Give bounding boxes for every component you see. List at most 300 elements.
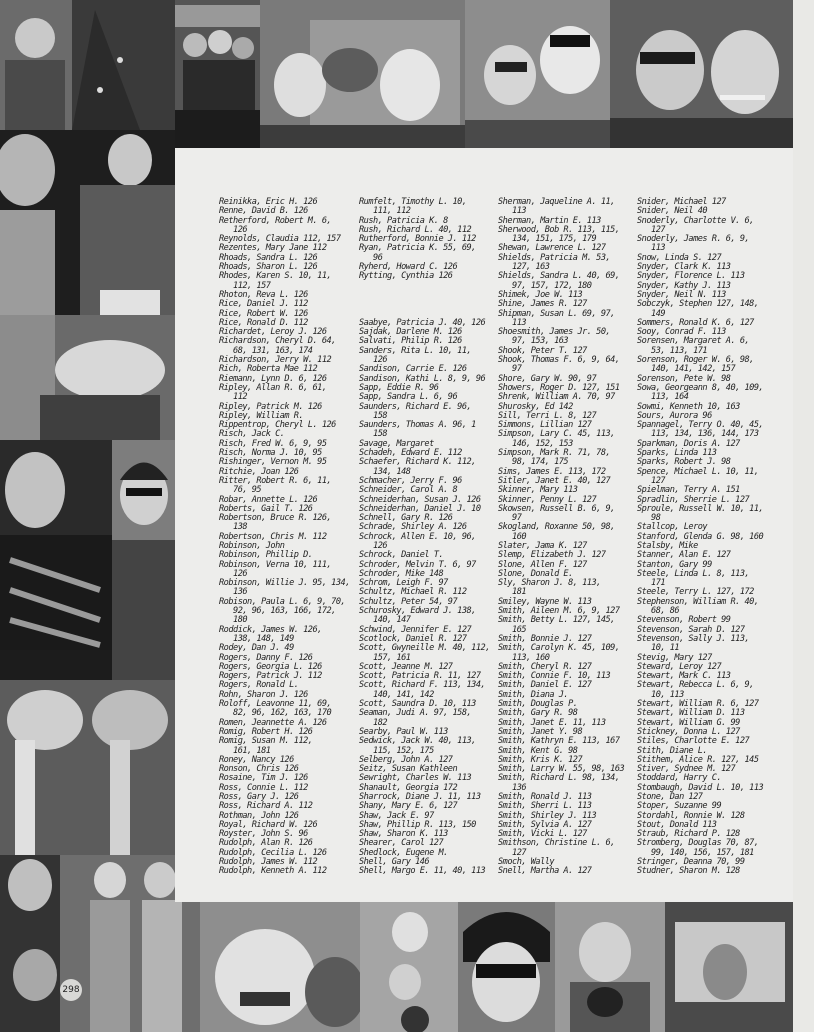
index-entry: Robertson, Bruce R. 126, xyxy=(219,513,332,524)
index-entry: Romig, Susan M. 112, xyxy=(219,736,313,747)
index-entry: Rohn, Sharon J. 126 xyxy=(219,689,308,700)
index-entry: Stallcop, Leroy xyxy=(637,522,708,533)
index-entry: Roney, Nancy 126 xyxy=(219,754,294,765)
index-entry: Saunders, Thomas A. 96, 1 xyxy=(359,420,476,431)
photo-bottom-cat xyxy=(555,902,665,1032)
index-entry: 126 xyxy=(359,355,388,366)
index-entry: Smith, Kathryn E. 113, 167 xyxy=(498,736,620,747)
index-entry: Schroder, Mike 148 xyxy=(359,568,444,579)
photo-bottom-glasses xyxy=(458,902,555,1032)
index-entry: Shine, James R. 127 xyxy=(498,299,587,310)
photo-bottom-portraits xyxy=(360,902,458,1032)
index-entry: Salvati, Philip R. 126 xyxy=(359,336,462,347)
index-entry: Stalsby, Mike xyxy=(637,540,698,551)
photo-left-girl xyxy=(112,440,175,680)
index-entry: Robinson, Verna 10, 111, xyxy=(219,559,332,570)
index-entry: Ross, Connie L. 112 xyxy=(219,782,308,793)
index-entry: Stickney, Donna L. 127 xyxy=(637,726,740,737)
index-entry: Snider, Michael 127 xyxy=(637,197,726,207)
index-entry: Shany, Mary E. 6, 127 xyxy=(359,801,458,812)
index-entry: Rumfelt, Timothy L. 10, xyxy=(359,197,467,207)
photo-bottom-laughing xyxy=(200,902,360,1032)
index-entry: Snider, Neil 40 xyxy=(637,206,708,217)
index-entry: Skowsen, Russell B. 6, 9, xyxy=(498,503,615,514)
index-entry: Smith, Janet E. 11, 113 xyxy=(498,717,606,728)
index-entry: Stithem, Alice R. 127, 145 xyxy=(637,754,759,765)
index-column-2 xyxy=(359,198,490,877)
index-entry: Stiles, Charlotte E. 127 xyxy=(637,736,750,747)
index-entry: Robison, Paula L. 6, 9, 70, xyxy=(219,596,346,607)
index-entry: Stombaugh, David L. 10, 113 xyxy=(637,782,764,793)
index-entry: 76, 95 xyxy=(219,485,262,496)
index-entry: Robinson, Phillip D. xyxy=(219,550,313,561)
index-entry: Sparks, Linda 113 xyxy=(637,448,717,459)
index-entry: Stordahl, Ronnie W. 128 xyxy=(637,810,745,821)
index-entry: Snoderly, James R. 6, 9, xyxy=(637,234,750,245)
index-entry: Smithson, Christine L. 6, xyxy=(498,838,615,849)
index-entry: Sitler, Janet E. 40, 127 xyxy=(498,475,611,486)
index-entry: 82, 96, 162, 163, 170 xyxy=(219,708,332,719)
index-entry: 138, 148, 149 xyxy=(219,633,294,644)
index-entry: Shrenk, William A. 70, 97 xyxy=(498,392,615,403)
index-entry: 136 xyxy=(219,587,248,598)
index-entry: Sowmi, Kenneth 10, 163 xyxy=(637,401,740,412)
index-entry: Rishinger, Vernon M. 95 xyxy=(219,457,327,468)
index-entry: Showers, Roger D. 127, 151 xyxy=(498,382,620,393)
index-entry: Sobczyk, Stephen 127, 148, xyxy=(637,299,759,310)
index-entry: Smith, Daniel E. 127 xyxy=(498,680,592,691)
index-entry: Rytting, Cynthia 126 xyxy=(359,271,453,282)
index-entry: Stewart, Mark C. 113 xyxy=(637,671,731,682)
index-entry: 97, 157, 172, 180 xyxy=(498,280,592,291)
index-entry: 134, 151, 175, 179 xyxy=(498,234,597,245)
index-entry: Snow, Linda S. 127 xyxy=(637,252,722,263)
index-entry: Smith, Janet Y. 98 xyxy=(498,726,583,737)
index-entry: Shook, Thomas F. 6, 9, 64, xyxy=(498,355,620,366)
index-entry: Shedlock, Eugene M. xyxy=(359,847,448,858)
index-entry: 140, 147 xyxy=(359,615,411,626)
index-entry: Robertson, Chris M. 112 xyxy=(219,531,327,542)
index-entry: Romen, Jeannette A. 126 xyxy=(219,717,327,728)
index-entry: Skinner, Mary 113 xyxy=(498,485,578,496)
index-entry: Sewright, Charles W. 113 xyxy=(359,773,472,784)
index-entry: Robinson, Willie J. 95, 134, xyxy=(219,578,350,589)
photo-bottom-left xyxy=(0,855,60,1032)
index-entry: Rice, Robert W. 126 xyxy=(219,308,308,319)
index-entry: Slone, Donald E. xyxy=(498,568,573,579)
index-entry: Smith, Carolyn K. 45, 109, xyxy=(498,643,620,654)
index-entry: 165 xyxy=(498,624,527,635)
index-entry: Smith, Douglas P. xyxy=(498,699,578,710)
index-entry: Riemann, Lynn D. 6, 126 xyxy=(219,373,327,384)
index-entry: Shewan, Lawrence L. 127 xyxy=(498,243,606,254)
index-entry: Ritchie, Joan 126 xyxy=(219,466,299,477)
photo-left-sitting xyxy=(0,315,175,440)
index-entry: 68, 131, 163, 174 xyxy=(219,345,313,356)
index-entry: 112 xyxy=(219,392,248,403)
index-entry: Sorenson, Pete W. 98 xyxy=(637,373,731,384)
index-entry: 112, 157 xyxy=(219,280,271,291)
index-entry: Scott, Saundra D. 10, 113 xyxy=(359,699,476,710)
index-entry: 157, 161 xyxy=(359,652,411,663)
index-entry: Scott, Patricia R. 11, 127 xyxy=(359,671,481,682)
index-entry: Shaw, Jack E. 97 xyxy=(359,810,434,821)
index-entry: 126 xyxy=(219,568,248,579)
index-entry: Sherman, Jaqueline A. 11, xyxy=(498,197,615,207)
photo-left-couple xyxy=(0,130,175,315)
index-entry: Sims, James E. 113, 172 xyxy=(498,466,606,477)
index-entry: Shell, Gary 146 xyxy=(359,857,430,868)
index-entry: Scott, Jeanne M. 127 xyxy=(359,661,453,672)
index-entry: Steward, Leroy 127 xyxy=(637,661,722,672)
index-entry: Slater, Jama K. 127 xyxy=(498,540,587,551)
index-entry: Royster, John S. 96 xyxy=(219,829,308,840)
index-column-3 xyxy=(498,198,624,877)
index-entry: Sapp, Eddie R. 96 xyxy=(359,382,439,393)
page-edge xyxy=(793,0,814,1032)
index-entry: Ross, Gary J. 126 xyxy=(219,792,299,802)
index-entry: Shields, Sandra L. 40, 69, xyxy=(498,271,620,282)
index-entry: Searby, Paul W. 113 xyxy=(359,726,448,737)
index-entry: Schultz, Peter 54, 97 xyxy=(359,596,458,607)
index-entry: Sharrock, Diane J. 11, 113 xyxy=(359,792,481,802)
index-entry: Stewart, William G. 99 xyxy=(637,717,740,728)
index-entry: Ripley, William R. xyxy=(219,410,304,421)
index-entry: Stanford, Glenda G. 98, 160 xyxy=(637,531,764,542)
index-entry: Rutherford, Bonnie J. 112 xyxy=(359,234,476,245)
index-entry: 158 xyxy=(359,429,388,440)
index-entry: Risch, Jack C. xyxy=(219,429,285,440)
name-index-panel xyxy=(175,148,793,902)
photo-left-boy-sweater xyxy=(0,440,112,650)
index-entry: Simmons, Lillian 127 xyxy=(498,420,592,431)
index-entry: Richardson, Cheryl D. 64, xyxy=(219,336,336,347)
index-entry: Schwind, Jennifer E. 127 xyxy=(359,624,472,635)
index-entry: 10, 11 xyxy=(637,643,680,654)
index-entry: Sajdak, Darlene M. 126 xyxy=(359,327,462,338)
index-entry: 134, 148 xyxy=(359,466,411,477)
index-entry: Rodey, Dan J. 49 xyxy=(219,643,294,654)
index-entry: 149 xyxy=(637,308,666,319)
index-entry: Schultz, Michael R. 112 xyxy=(359,587,467,598)
index-entry: Saabye, Patricia J. 40, 126 xyxy=(359,317,486,328)
index-entry: Simpson, Mark R. 71, 78, xyxy=(498,448,611,459)
index-entry: 126 xyxy=(359,540,388,551)
index-entry: 97 xyxy=(498,364,522,375)
index-entry: Shields, Patricia M. 53, xyxy=(498,252,611,263)
index-entry: 68, 86 xyxy=(637,606,680,617)
index-entry: Savage, Margaret xyxy=(359,438,434,449)
index-entry: 160 xyxy=(498,531,527,542)
index-entry: 181 xyxy=(498,587,527,598)
index-entry: 127 xyxy=(498,847,527,858)
index-entry: Schneider, Carol A. 8 xyxy=(359,485,458,496)
index-entry: Rush, Patricia K. 8 xyxy=(359,215,448,226)
index-entry: Ross, Richard A. 112 xyxy=(219,801,313,812)
index-entry: Sowa, Georgeann 8, 40, 109, xyxy=(637,382,764,393)
index-entry: Steele, Linda L. 8, 113, xyxy=(637,568,750,579)
index-entry: Snyder, Kathy J. 113 xyxy=(637,280,731,291)
index-entry: Smith, Cheryl R. 127 xyxy=(498,661,592,672)
index-entry: 98 xyxy=(637,513,661,524)
index-entry: Shoesmith, James Jr. 50, xyxy=(498,327,611,338)
index-entry: Stevenson, Sally J. 113, xyxy=(637,633,750,644)
index-entry: Snoderly, Charlotte V. 6, xyxy=(637,215,754,226)
index-entry: Shook, Peter T. 127 xyxy=(498,345,587,356)
index-entry: 111, 112 xyxy=(359,206,411,217)
index-entry: Renne, David B. 126 xyxy=(219,206,308,217)
index-entry: Steele, Terry L. 127, 172 xyxy=(637,587,754,598)
index-entry: Ripley, Allan R. 6, 61, xyxy=(219,382,327,393)
index-column-4 xyxy=(637,198,763,877)
index-entry: Spradlin, Sherrie L. 127 xyxy=(637,494,750,505)
index-entry: 97 xyxy=(498,513,522,524)
index-entry: Smith, Gary R. 98 xyxy=(498,708,578,719)
index-entry: Stewart, William D. 113 xyxy=(637,708,745,719)
index-entry: Sill, Terri L. 8, 127 xyxy=(498,410,597,421)
index-entry: Seitz, Susan Kathleen xyxy=(359,764,458,775)
index-entry: 97, 153, 163 xyxy=(498,336,569,347)
index-entry: Simpson, Lary C. 45, 113, xyxy=(498,429,615,440)
index-entry: Rudolph, James W. 112 xyxy=(219,857,318,868)
index-entry: Stone, Dan 127 xyxy=(637,792,703,802)
index-entry: 171 xyxy=(637,578,666,589)
index-entry: Sedwick, Jack W. 40, 113, xyxy=(359,736,476,747)
index-entry: Stanner, Alan E. 127 xyxy=(637,550,731,561)
index-entry: 115, 152, 175 xyxy=(359,745,434,756)
index-entry: 138 xyxy=(219,522,248,533)
index-entry: Shaw, Phillip R. 113, 150 xyxy=(359,819,476,830)
index-entry: Scott, Richard F. 113, 134, xyxy=(359,680,486,691)
index-entry: Schrade, Shirley A. 126 xyxy=(359,522,467,533)
index-entry: 140, 141, 142 xyxy=(359,689,434,700)
index-entry: Schneiderhan, Daniel J. 10 xyxy=(359,503,481,514)
index-entry: Smith, Richard L. 98, 134, xyxy=(498,773,620,784)
index-entry: 53, 113, 171 xyxy=(637,345,708,356)
index-entry: Stevenson, Robert 99 xyxy=(637,615,731,626)
index-entry: 113 xyxy=(498,206,527,217)
index-entry: Spannagel, Terry O. 40, 45, xyxy=(637,420,764,431)
index-entry: Robar, Annette L. 126 xyxy=(219,494,318,505)
index-entry: Rudolph, Alan R. 126 xyxy=(219,838,313,849)
index-entry: Stanton, Gary 99 xyxy=(637,559,712,570)
index-entry: Smith, Kris K. 127 xyxy=(498,754,583,765)
index-column-1 xyxy=(219,198,350,877)
index-entry: Shimek, Joe W. 113 xyxy=(498,289,583,300)
index-entry: Straub, Richard P. 128 xyxy=(637,829,740,840)
index-entry: Sherwood, Bob R. 113, 115, xyxy=(498,224,620,235)
index-entry: 92, 96, 163, 166, 172, xyxy=(219,606,336,617)
index-entry: Sly, Sharon J. 8, 113, xyxy=(498,578,601,589)
photo-top-left xyxy=(0,0,175,130)
photo-top-boys xyxy=(610,0,793,148)
index-entry: 113, 134, 136, 144, 173 xyxy=(637,429,759,440)
page-number: 298 xyxy=(60,979,82,1001)
index-entry: Sandison, Carrie E. 126 xyxy=(359,364,467,375)
index-entry: Sproule, Russell W. 10, 11, xyxy=(637,503,764,514)
index-entry: Ritter, Robert R. 6, 11, xyxy=(219,475,332,486)
index-entry: Roberts, Gail T. 126 xyxy=(219,503,313,514)
index-entry: Stevenson, Sarah D. 127 xyxy=(637,624,745,635)
index-entry: Snyder, Clark K. 113 xyxy=(637,262,731,273)
index-entry: Rudolph, Cecilia L. 126 xyxy=(219,847,327,858)
index-entry: 136 xyxy=(498,782,527,793)
index-entry: Stoper, Suzanne 99 xyxy=(637,801,722,812)
index-entry: Stith, Diane L. xyxy=(637,745,708,756)
index-entry: Ryherd, Howard C. 126 xyxy=(359,262,458,273)
index-entry: Slemp, Elizabeth J. 127 xyxy=(498,550,606,561)
index-entry: 140, 141, 142, 157 xyxy=(637,364,736,375)
photo-bottom-car xyxy=(665,902,793,1032)
index-entry: Richardson, Jerry W. 112 xyxy=(219,355,332,366)
index-entry: Richardet, Leroy J. 126 xyxy=(219,327,327,338)
index-entry: 180 xyxy=(219,615,248,626)
index-entry: Roloff, Leavonne 11, 69, xyxy=(219,699,332,710)
index-entry: 113 xyxy=(498,317,527,328)
index-entry: Slone, Allen F. 127 xyxy=(498,559,587,570)
index-entry: Schrom, Leigh F. 97 xyxy=(359,578,448,589)
index-entry: 99, 140, 156, 157, 181 xyxy=(637,847,754,858)
index-entry xyxy=(359,300,490,309)
index-entry: Spielman, Terry A. 151 xyxy=(637,485,740,496)
index-entry: Smith, Betty L. 127, 145, xyxy=(498,615,615,626)
index-entry: Schrock, Allen E. 10, 96, xyxy=(359,531,476,542)
index-entry: Studner, Sharon M. 128 xyxy=(637,866,740,877)
index-entry: Schadeh, Edward E. 112 xyxy=(359,448,462,459)
index-entry: Rich, Roberta Mae 112 xyxy=(219,364,318,375)
index-entry: Sandison, Kathi L. 8, 9, 96 xyxy=(359,373,486,384)
index-entry: Ronson, Chris 126 xyxy=(219,764,299,775)
index-entry: Schroder, Melvin T. 6, 97 xyxy=(359,559,476,570)
index-entry: Shell, Margo E. 11, 40, 113 xyxy=(359,866,486,877)
index-entry: Sorensen, Margaret A. 6, xyxy=(637,336,750,347)
index-entry: Rogers, Ronald L. xyxy=(219,680,299,691)
index-entry: Shore, Gary W. 90, 97 xyxy=(498,373,597,384)
index-entry: Sparks, Robert J. 98 xyxy=(637,457,731,468)
photo-top-sunglasses xyxy=(465,0,610,148)
index-entry: Ripley, Patrick M. 126 xyxy=(219,401,322,412)
index-entry: Spence, Michael L. 10, 11, xyxy=(637,466,759,477)
index-entry: 182 xyxy=(359,717,388,728)
index-entry: Rogers, Patrick J. 112 xyxy=(219,671,322,682)
index-entry: Rogers, Georgia L. 126 xyxy=(219,661,322,672)
index-entry xyxy=(359,291,490,300)
index-entry: Stewart, William R. 6, 127 xyxy=(637,699,759,710)
index-entry: Rosaine, Tim J. 126 xyxy=(219,773,308,784)
index-entry xyxy=(359,282,490,291)
index-entry: Snyder, Neil N. 113 xyxy=(637,289,726,300)
index-entry: 113, 164 xyxy=(637,392,689,403)
index-entry: Shearer, Carol 127 xyxy=(359,838,444,849)
index-entry: Shaw, Sharon K. 113 xyxy=(359,829,448,840)
index-entry: Smith, Vicki L. 127 xyxy=(498,829,587,840)
index-entry: Schaefer, Richard K. 112, xyxy=(359,457,476,468)
index-entry: Risch, Norma J. 10, 95 xyxy=(219,448,322,459)
photo-top-group xyxy=(175,0,260,110)
index-entry: Roddick, James W. 126, xyxy=(219,624,322,635)
index-entry: Stiver, Sydnee M. 127 xyxy=(637,764,736,775)
index-entry: Snell, Martha A. 127 xyxy=(498,866,592,877)
index-entry: Shurosky, Ed 142 xyxy=(498,401,573,412)
index-entry: 158 xyxy=(359,410,388,421)
index-entry: Schrock, Daniel T. xyxy=(359,550,444,561)
index-entry: Shipman, Susan L. 69, 97, xyxy=(498,308,615,319)
index-entry: 98, 174, 175 xyxy=(498,457,569,468)
index-entry: Smith, Sylvia A. 127 xyxy=(498,819,592,830)
index-entry: Stevig, Mary 127 xyxy=(637,652,712,663)
index-entry: Reynolds, Claudia 112, 157 xyxy=(219,234,341,245)
index-entry: 113 xyxy=(637,243,666,254)
index-entry: Stephenson, William R. 40, xyxy=(637,596,759,607)
index-entry: Rice, Daniel J. 112 xyxy=(219,299,308,310)
index-entry: Rothman, John 126 xyxy=(219,810,299,821)
index-entry: Stoddard, Harry C. xyxy=(637,773,722,784)
index-entry: Rhodes, Karen S. 10, 11, xyxy=(219,271,332,282)
index-entry: Smith, Sherri L. 113 xyxy=(498,801,592,812)
index-entry: Rogers, Danny F. 126 xyxy=(219,652,313,663)
index-entry: Smith, Shirley J. 113 xyxy=(498,810,597,821)
index-entry: 127 xyxy=(637,475,666,486)
index-entry: Smith, Aileen M. 6, 9, 127 xyxy=(498,606,620,617)
index-entry: Rhoton, Reva L. 126 xyxy=(219,289,308,300)
index-entry: 161, 181 xyxy=(219,745,271,756)
index-entry: Scott, Gwyneille M. 40, 112, xyxy=(359,643,490,654)
index-entry: Rippentrop, Cheryl L. 126 xyxy=(219,420,336,431)
index-entry: Retherford, Robert M. 6, xyxy=(219,215,332,226)
index-entry: Smiley, Wayne W. 113 xyxy=(498,596,592,607)
photo-left-bending xyxy=(0,680,175,855)
index-entry: Sorenson, Roger W. 6, 98, xyxy=(637,355,754,366)
index-entry: Seaman, Judi A. 97, 158, xyxy=(359,708,472,719)
index-entry: Sours, Aurora 96 xyxy=(637,410,712,421)
index-entry: Stringer, Deanna 70, 99 xyxy=(637,857,745,868)
index-entry: 146, 152, 153 xyxy=(498,438,573,449)
index-entry: Smith, Kent G. 98 xyxy=(498,745,578,756)
index-entry: Stewart, Rebecca L. 6, 9, xyxy=(637,680,754,691)
index-entry: Sherman, Martin E. 113 xyxy=(498,215,601,226)
index-entry: Royal, Richard W. 126 xyxy=(219,819,318,830)
index-entry: Smith, Larry W. 55, 98, 163 xyxy=(498,764,625,775)
index-entry: Schurosky, Edward J. 138, xyxy=(359,606,476,617)
index-entry: 126 xyxy=(219,224,248,235)
index-entry: Schneiderhan, Susan J. 126 xyxy=(359,494,481,505)
index-entry: Rice, Ronald D. 112 xyxy=(219,317,308,328)
index-entry: Skinner, Penny L. 127 xyxy=(498,494,597,505)
index-entry: Sapp, Sandra L. 6, 96 xyxy=(359,392,458,403)
index-entry: Stromberg, Douglas 70, 87, xyxy=(637,838,759,849)
photo-top-girls xyxy=(260,0,465,148)
index-entry: 113, 160 xyxy=(498,652,550,663)
index-entry: Reinikka, Eric H. 126 xyxy=(219,197,318,207)
index-entry: Ryan, Patricia K. 55, 69, xyxy=(359,243,476,254)
index-entry: Robinson, John xyxy=(219,540,285,551)
index-entry: Rhoads, Sandra L. 126 xyxy=(219,252,318,263)
index-entry: Saunders, Richard E. 96, xyxy=(359,401,472,412)
index-entry: Sommers, Ronald K. 6, 127 xyxy=(637,317,754,328)
index-entry: 127 xyxy=(637,224,666,235)
index-entry: 127, 163 xyxy=(498,262,550,273)
index-entry: Smoch, Wally xyxy=(498,857,555,868)
index-entry: Snyder, Florence L. 113 xyxy=(637,271,745,282)
index-entry: Sanders, Rita L. 10, 11, xyxy=(359,345,472,356)
index-entry: Smith, Ronald J. 113 xyxy=(498,792,592,802)
index-entry: Scotlock, Daniel R. 127 xyxy=(359,633,467,644)
index-entry: Smith, Connie F. 10, 113 xyxy=(498,671,611,682)
index-entry: Sooy, Conrad F. 113 xyxy=(637,327,726,338)
index-entry: 96 xyxy=(359,252,383,263)
index-entry: Selberg, John A. 127 xyxy=(359,754,453,765)
index-entry: Schmacher, Jerry F. 96 xyxy=(359,475,462,486)
